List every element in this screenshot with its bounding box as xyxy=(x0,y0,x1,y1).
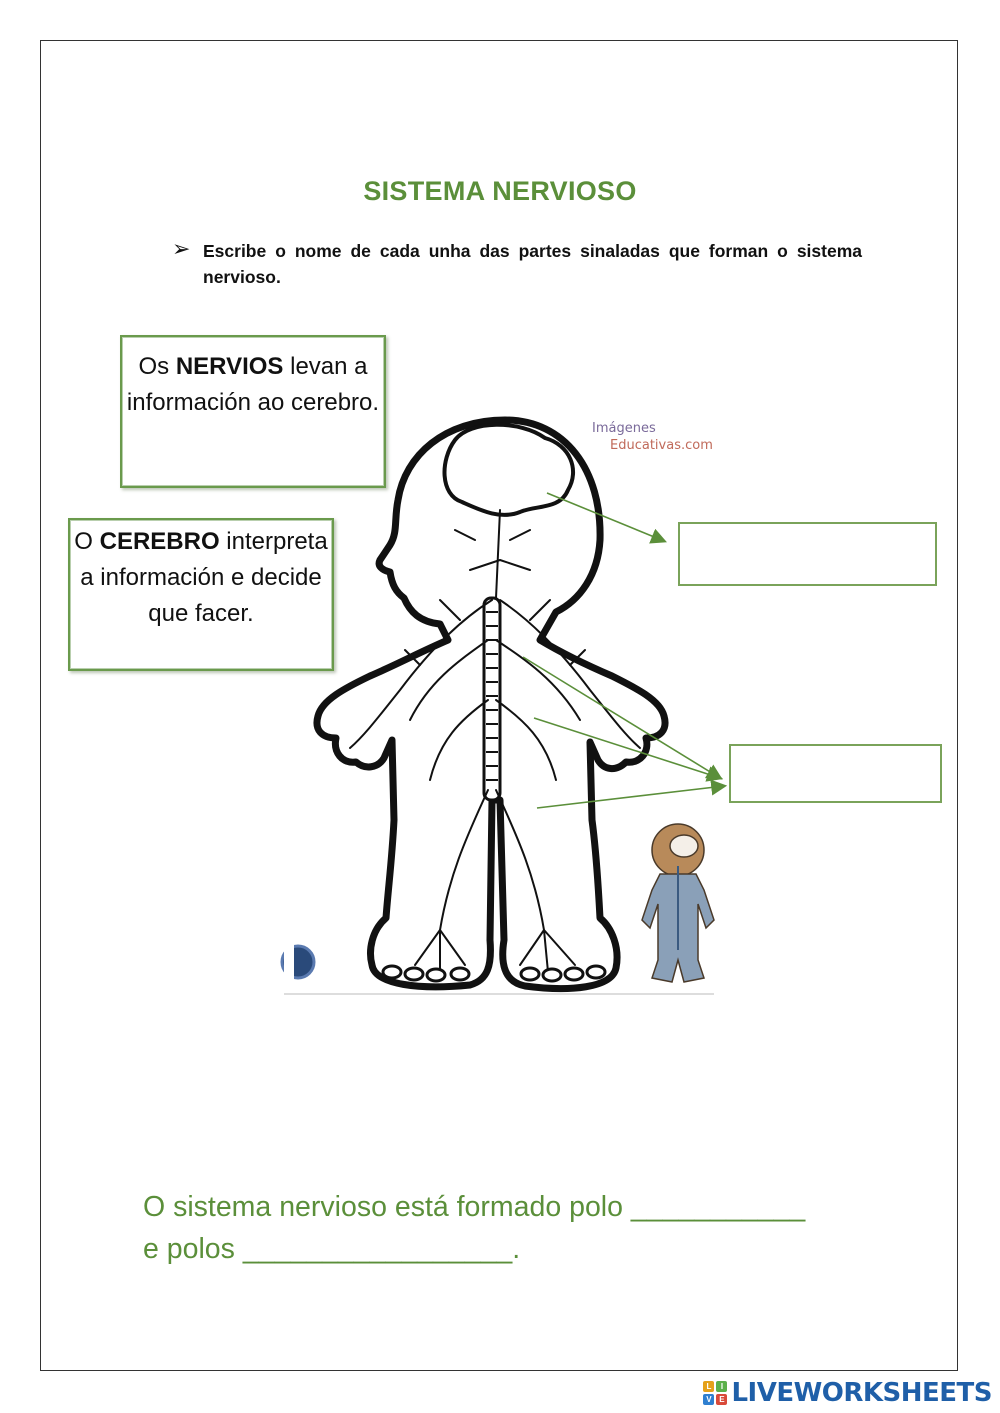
small-child-figure xyxy=(642,824,714,982)
liveworksheets-brand[interactable] xyxy=(703,1376,992,1410)
arrow-bullet-icon: ➢ xyxy=(172,236,191,261)
worksheet-title: SISTEMA NERVIOSO xyxy=(363,176,637,206)
answer-box-brain[interactable] xyxy=(678,522,937,586)
watermark-line-1: Imágenes xyxy=(592,421,656,436)
cerebro-keyword: CEREBRO xyxy=(99,528,220,555)
summary-line-2: e polos _________________. xyxy=(143,1233,521,1265)
nervios-keyword: NERVIOS xyxy=(175,353,284,380)
logo-letter-v: V xyxy=(703,1394,714,1405)
watermark-line-2: Educativas.com xyxy=(610,438,713,453)
answer-box-nerves[interactable] xyxy=(729,744,942,803)
instruction-text: Escribe o nome de cada unha das partes sinaladas que forman o sistema nervioso. xyxy=(203,241,862,287)
logo-letter-e: E xyxy=(716,1394,727,1405)
logo-letter-l: L xyxy=(703,1381,714,1392)
liveworksheets-wordmark: LIVEWORKSHEETS xyxy=(731,1378,992,1408)
nervios-suffix: levan a información ao cerebro. xyxy=(126,353,380,416)
liveworksheets-logo-icon xyxy=(703,1381,727,1405)
info-box-cerebro xyxy=(68,518,334,671)
summary-line-1: O sistema nervioso está formado polo ___________ xyxy=(143,1191,806,1223)
cerebro-prefix: O xyxy=(74,528,100,555)
logo-letter-i: I xyxy=(716,1381,727,1392)
info-box-nervios xyxy=(120,335,386,488)
image-watermark xyxy=(592,420,713,454)
summary-sentence xyxy=(143,1186,903,1270)
cerebro-suffix: interpreta a información e decide que facer. xyxy=(80,528,328,627)
nervios-prefix: Os xyxy=(138,353,176,380)
